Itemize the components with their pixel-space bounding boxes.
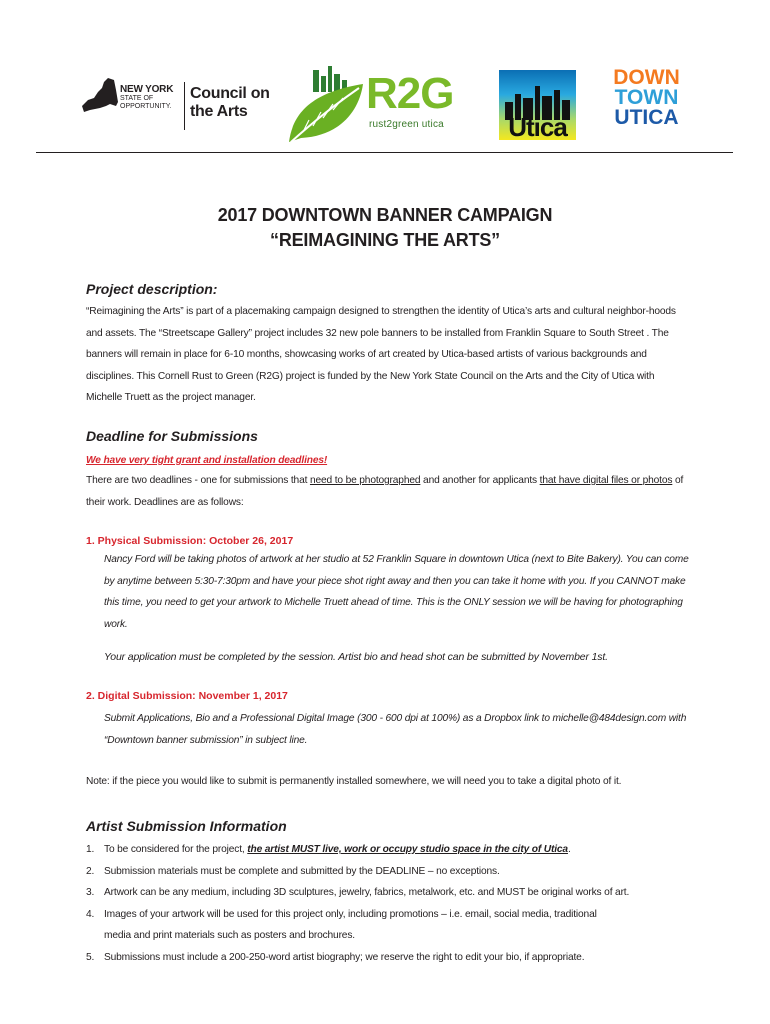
digital-heading: 2. Digital Submission: November 1, 2017: [86, 690, 288, 702]
r2g-tagline: rust2green utica: [369, 119, 444, 130]
intro-text-a: There are two deadlines - one for submissions that: [86, 475, 310, 486]
nys-line-3: OPPORTUNITY.: [120, 103, 172, 110]
intro-underline-2: that have digital files or photos: [539, 475, 673, 486]
project-heading: Project description:: [86, 281, 218, 297]
project-body: “Reimagining the Arts” is part of a placemaking campaign designed to strengthen the identity of Utica’s arts and cultural neighbor-hoods and assets. The “Streetscape Gallery” project includes 32 new pole banners to be installed from Franklin Square to South Street . The banners will remain in place for 6-10 months, showcasing works of art created by Utica-based artists of various backgrounds and disciplines. This Cornell Rust to Green (R2G) project is funded by the New York State Council on the Arts and the City of Utica with Michelle Truett as the project manager.: [86, 306, 676, 403]
list-number: 5.: [86, 951, 95, 963]
downtown-line-3: UTICA: [614, 106, 679, 129]
nys-line-2: STATE OF: [120, 95, 154, 102]
council-line-2: the Arts: [190, 103, 248, 120]
list-text: Artwork can be any medium, including 3D sculptures, jewelry, fabrics, metalwork, etc. and MUST be original works of art.: [104, 887, 630, 898]
leaf-city-icon: [283, 62, 373, 152]
physical-body: Nancy Ford will be taking photos of artwork at her studio at 52 Franklin Square in downtown Utica (next to Bite Bakery). You can come by anytime between 5:30-7:30pm and have your piece shot right away and then you can take it home with you. If you CANNOT make this time, you need to get your artwork to Michelle Truett ahead of time. This is the ONLY session we will be having for photographing work.: [104, 554, 689, 630]
intro-text-c: of their work. Deadlines are as follows:: [86, 475, 684, 508]
list-number: 2.: [86, 865, 95, 877]
list-number: 3.: [86, 887, 95, 898]
list-item: [86, 839, 706, 861]
ny-state-map-icon: [80, 76, 120, 116]
list-item: [86, 882, 706, 904]
title-line-2: “REIMAGINING THE ARTS”: [270, 230, 500, 250]
downtown-line-2: TOWN: [614, 86, 679, 109]
list-text: Images of your artwork will be used for this project only, including promotions – i.e. email, social media, traditional media and print materials such as posters and brochures.: [104, 908, 597, 941]
utica-logo: [499, 70, 576, 140]
logo-divider: [184, 82, 185, 130]
downtown-utica-logo: [604, 68, 689, 128]
item1-emphasis: the artist MUST live, work or occupy studio space in the city of Utica: [247, 844, 568, 855]
deadline-heading: Deadline for Submissions: [86, 428, 258, 444]
header-rule: [36, 152, 733, 153]
council-line-1: Council on: [190, 85, 270, 102]
list-text: Submission materials must be complete and submitted by the DEADLINE – no exceptions.: [104, 865, 500, 877]
logo-row: [0, 56, 770, 156]
physical-heading: 1. Physical Submission: October 26, 2017: [86, 535, 294, 547]
utica-wordmark: Utica: [508, 112, 567, 142]
nys-wordmark: [120, 84, 173, 111]
r2g-wordmark: R2G: [366, 69, 454, 118]
title-line-1: 2017 DOWNTOWN BANNER CAMPAIGN: [217, 205, 553, 225]
list-number: 1.: [86, 844, 95, 855]
list-item: [86, 904, 604, 947]
list-item: [86, 861, 706, 883]
document-title: [0, 203, 770, 253]
nysca-logo: [80, 76, 280, 136]
physical-note: Your application must be completed by the session. Artist bio and head shot can be submitted by November 1st.: [104, 651, 608, 663]
downtown-line-1: DOWN: [613, 66, 680, 89]
intro-underline-1: need to be photographed: [309, 475, 421, 486]
deadline-warning: We have very tight grant and installation deadlines!: [86, 455, 328, 466]
permanent-install-note: Note: if the piece you would like to submit is permanently installed somewhere, we will need you to take a digital photo of it.: [86, 776, 622, 787]
artist-heading: Artist Submission Information: [86, 818, 287, 834]
list-text: Submissions must include a 200-250-word artist biography; we reserve the right to edit your bio, if appropriate.: [104, 951, 585, 963]
artist-requirements-list: [86, 839, 706, 968]
r2g-logo: [283, 62, 473, 152]
council-wordmark: [190, 85, 270, 121]
list-item: [86, 947, 706, 969]
item1-text-c: .: [567, 844, 571, 855]
list-number: 4.: [86, 908, 95, 920]
digital-body: Submit Applications, Bio and a Professional Digital Image (300 - 600 dpi at 100%) as a Dropbox link to michelle@484design.com with “Downtown banner submission” in subject line.: [104, 713, 687, 746]
nys-line-1: NEW YORK: [120, 84, 174, 95]
intro-text-b: and another for applicants: [420, 475, 540, 486]
item1-text-a: To be considered for the project,: [104, 844, 248, 855]
deadline-intro: [86, 470, 686, 513]
